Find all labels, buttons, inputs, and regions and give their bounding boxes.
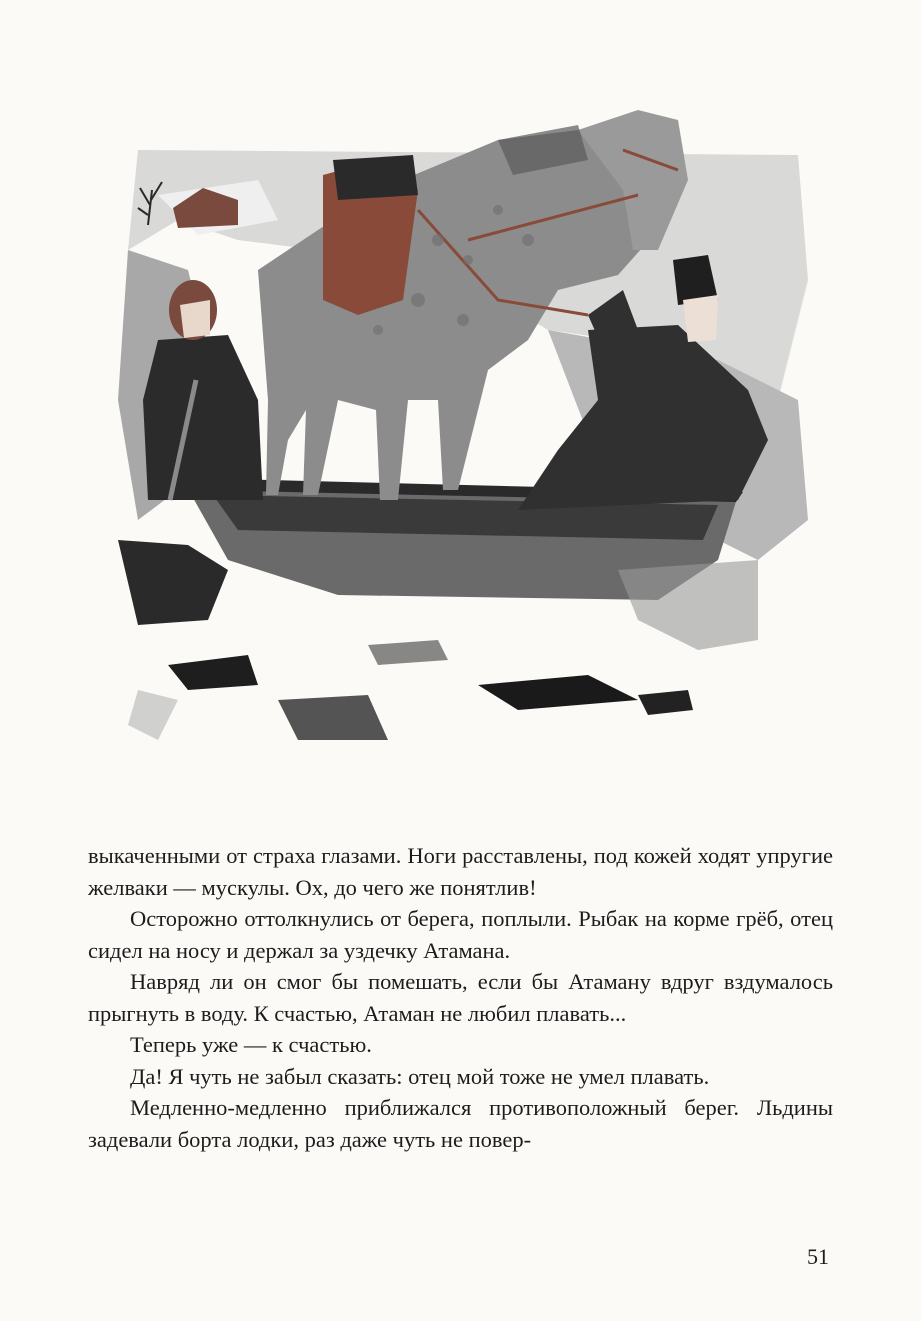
saddle-seat [333, 155, 418, 200]
ice-floe-3 [478, 675, 638, 710]
illustration-svg [118, 100, 818, 765]
paragraph: Медленно-медленно приближался противоположный берег. Льдины задевали борта лодки, раз даже чуть не повер- [88, 1095, 833, 1152]
rower-body [143, 335, 263, 500]
page-number: 51 [807, 1244, 829, 1269]
paragraph: Осторожно оттолкнулись от берега, поплыли. Рыбак на корме грёб, отец сидел на носу и держал за уздечку Атамана. [88, 906, 833, 963]
ice-floe-2 [278, 695, 388, 740]
body-text [88, 840, 833, 1155]
paragraph: выкаченными от страха глазами. Ноги расставлены, под кожей ходят упругие желваки — мускулы. Ох, до чего же понятлив! [88, 843, 833, 900]
ice-floe-5 [368, 640, 448, 665]
paragraph: Теперь уже — к счастью. [130, 1032, 372, 1057]
soldier-face [683, 295, 718, 342]
ice-floe-1 [168, 655, 258, 690]
paragraph: Да! Я чуть не забыл сказать: отец мой тоже не умел плавать. [130, 1063, 710, 1089]
ice-floe-4 [638, 690, 693, 715]
rower-face [180, 300, 210, 338]
paragraph: Навряд ли он смог бы помешать, если бы Атаману вдруг вздумалось прыгнуть в воду. К счастью, Атаман не любил плавать... [88, 969, 833, 1026]
ice-floe-6 [128, 690, 178, 740]
illustration-boat-horse [118, 100, 818, 765]
right-lower-water [618, 560, 758, 650]
lower-water [118, 540, 228, 625]
